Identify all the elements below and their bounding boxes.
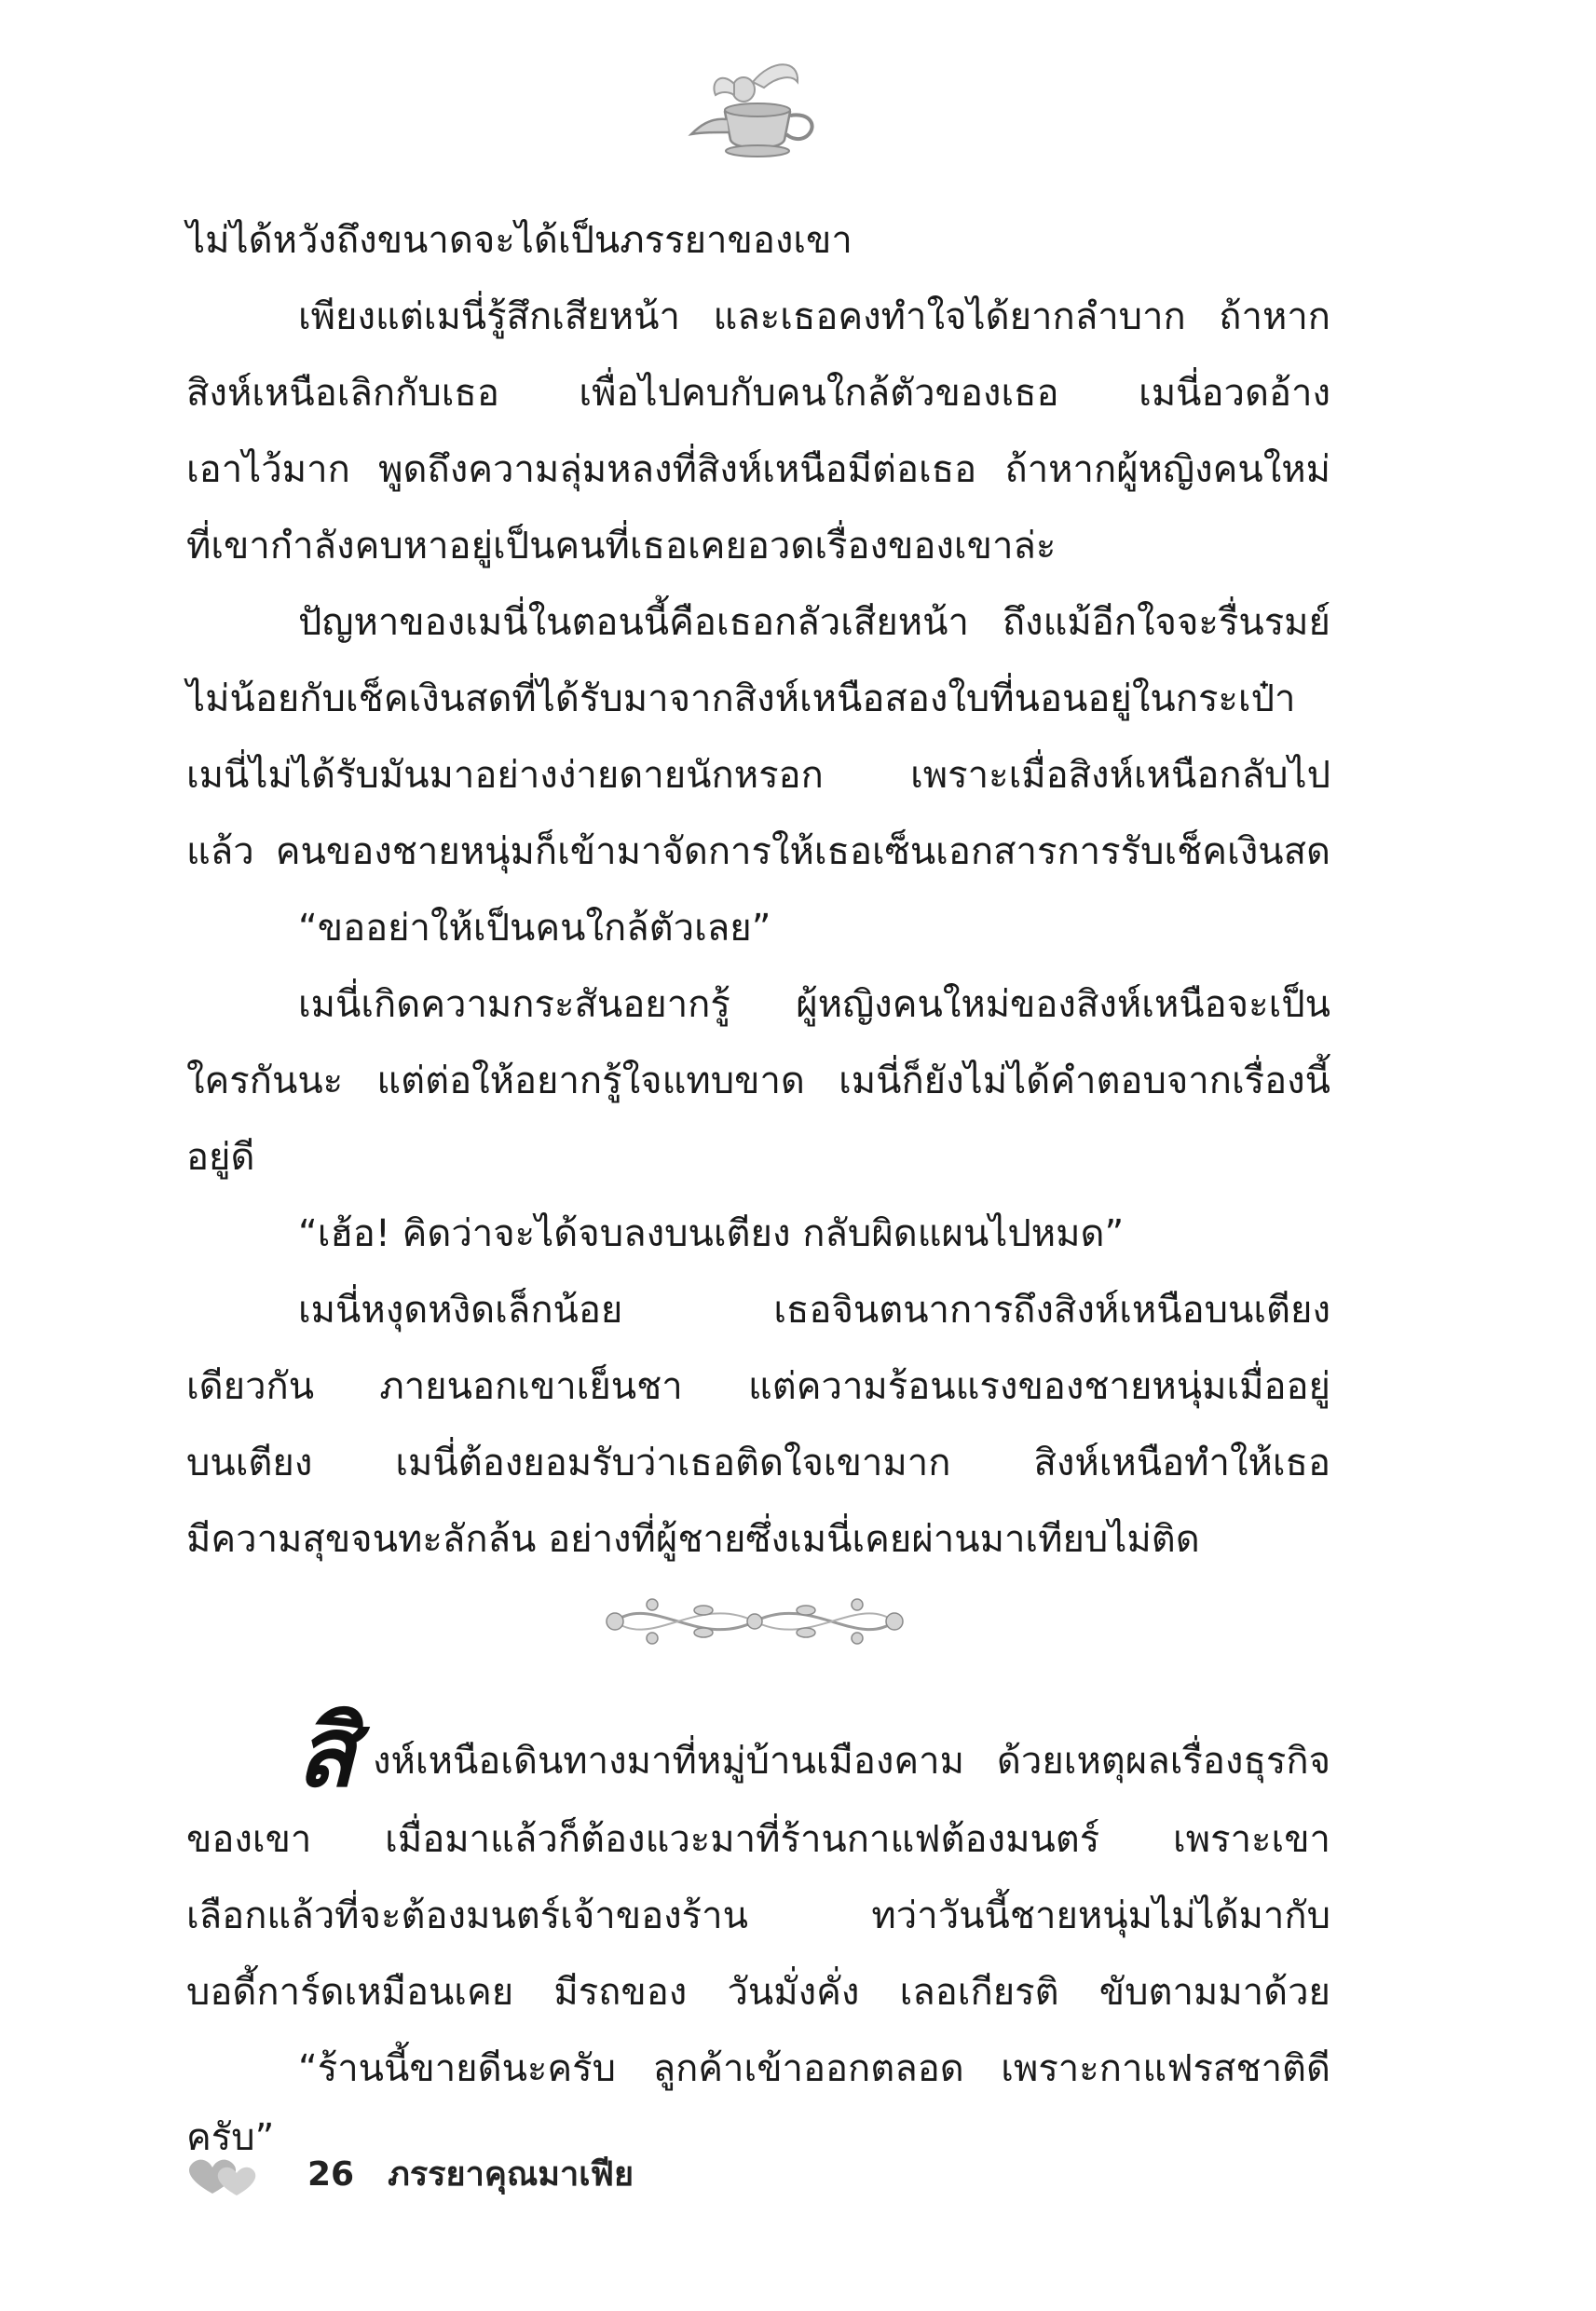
text-line: ไม่ได้หวังถึงขนาดจะได้เป็นภรรยาของเขา bbox=[186, 219, 853, 262]
drop-cap: สิ bbox=[296, 1695, 356, 1809]
text-line: “ร้านนี้ขายดีนะครับ ลูกค้าเข้าออกตลอด เพราะกาแฟรสชาติดี bbox=[298, 2047, 1330, 2090]
text-line: บอดี้การ์ดเหมือนเคย มีรถของ วันมั่งคั่ง เลอเกียรติ ขับตามมาด้วย bbox=[186, 1971, 1330, 2014]
text-line: ใครกันนะ แต่ต่อให้อยากรู้ใจแทบขาด เมนี่ก็ยังไม่ได้คำตอบจากเรื่องนี้ bbox=[186, 1060, 1330, 1102]
text-line: เมนี่หงุดหงิดเล็กน้อย เธอจินตนาการถึงสิงห์เหนือบนเตียง bbox=[298, 1289, 1330, 1332]
text-line: ของเขา เมื่อมาแล้วก็ต้องแวะมาที่ร้านกาแฟต้องมนตร์ เพราะเขา bbox=[186, 1818, 1330, 1861]
text-line: สิงห์เหนือเลิกกับเธอ เพื่อไปคบกับคนใกล้ตัวของเธอ เมนี่อวดอ้าง bbox=[186, 372, 1330, 415]
text-line: เมนี่เกิดความกระสันอยากรู้ ผู้หญิงคนใหม่ของสิงห์เหนือจะเป็น bbox=[298, 983, 1330, 1026]
text-line: งห์เหนือเดินทางมาที่หมู่บ้านเมืองคาม ด้วยเหตุผลเรื่องธุรกิจ bbox=[373, 1740, 1330, 1783]
teapot-angel-ornament-icon bbox=[688, 54, 827, 166]
hearts-icon bbox=[184, 2154, 263, 2197]
text-line: ครับ” bbox=[186, 2116, 275, 2159]
text-line: “ขออย่าให้เป็นคนใกล้ตัวเลย” bbox=[298, 907, 771, 950]
text-line: ปัญหาของเมนี่ในตอนนี้คือเธอกลัวเสียหน้า ถึงแม้อีกใจจะรื่นรมย์ bbox=[298, 601, 1330, 644]
text-line: เดียวกัน ภายนอกเขาเย็นชา แต่ความร้อนแรงของชายหนุ่มเมื่ออยู่ bbox=[186, 1365, 1330, 1408]
page-number: 26 bbox=[307, 2155, 355, 2194]
floral-vine-divider-icon bbox=[596, 1584, 913, 1659]
text-line: เลือกแล้วที่จะต้องมนตร์เจ้าของร้าน ทว่าวันนี้ชายหนุ่มไม่ได้มากับ bbox=[186, 1894, 1330, 1937]
text-line: บนเตียง เมนี่ต้องยอมรับว่าเธอติดใจเขามาก สิงห์เหนือทำให้เธอ bbox=[186, 1442, 1330, 1484]
book-title: ภรรยาคุณมาเฟีย bbox=[388, 2155, 634, 2194]
text-line: มีความสุขจนทะลักล้น อย่างที่ผู้ชายซึ่งเมนี่เคยผ่านมาเทียบไม่ติด bbox=[186, 1518, 1200, 1561]
text-line: ที่เขากำลังคบหาอยู่เป็นคนที่เธอเคยอวดเรื่องของเขาล่ะ bbox=[186, 525, 1057, 567]
page-footer bbox=[307, 2149, 634, 2201]
text-line: เมนี่ไม่ได้รับมันมาอย่างง่ายดายนักหรอก เพราะเมื่อสิงห์เหนือกลับไป bbox=[186, 754, 1330, 797]
text-line: เพียงแต่เมนี่รู้สึกเสียหน้า และเธอคงทำใจได้ยากลำบาก ถ้าหาก bbox=[298, 295, 1330, 338]
text-line: แล้ว คนของชายหนุ่มก็เข้ามาจัดการให้เธอเซ็นเอกสารการรับเช็คเงินสด bbox=[186, 830, 1330, 873]
text-line: ไม่น้อยกับเช็คเงินสดที่ได้รับมาจากสิงห์เหนือสองใบที่นอนอยู่ในกระเป๋า bbox=[186, 677, 1296, 720]
text-line: “เฮ้อ! คิดว่าจะได้จบลงบนเตียง กลับผิดแผนไปหมด” bbox=[298, 1212, 1125, 1255]
text-line: เอาไว้มาก พูดถึงความลุ่มหลงที่สิงห์เหนือมีต่อเธอ ถ้าหากผู้หญิงคนใหม่ bbox=[186, 448, 1330, 491]
text-line: อยู่ดี bbox=[186, 1136, 255, 1179]
